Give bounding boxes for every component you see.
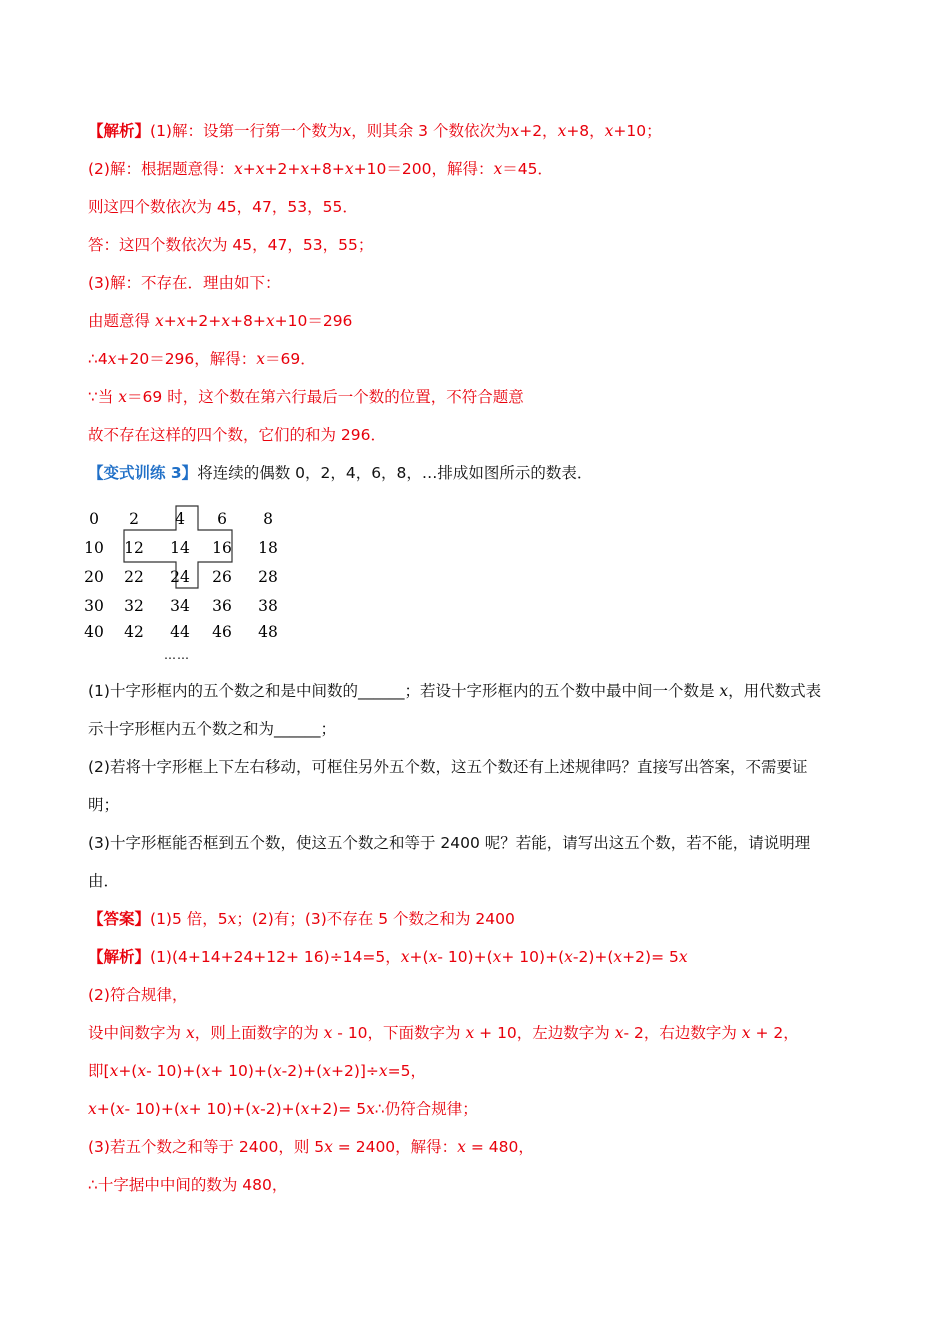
table-cell: 0	[89, 510, 99, 528]
table-cell: 22	[124, 568, 144, 586]
table-cell: 14	[170, 539, 190, 557]
text-segment: +2)= 5	[309, 1100, 367, 1118]
text-segment: -2)+(	[281, 1062, 323, 1080]
text-segment: x	[604, 122, 614, 140]
text-segment: x	[265, 312, 275, 330]
text-line-8	[88, 386, 524, 408]
table-cell: 16	[212, 539, 232, 557]
text-segment: x	[322, 1062, 331, 1080]
text-segment: x	[109, 1062, 119, 1080]
text-line-11	[88, 680, 821, 702]
text-segment: x	[201, 1062, 211, 1080]
text-segment: x	[233, 160, 243, 178]
text-line-12	[88, 718, 336, 740]
text-line-1	[88, 120, 662, 142]
text-line-2	[88, 158, 553, 180]
table-cell: 46	[212, 623, 232, 641]
table-cell: 32	[124, 597, 144, 615]
text-segment: 由题意得	[88, 312, 155, 330]
table-cell: 48	[258, 623, 278, 641]
text-segment: +(	[118, 1062, 138, 1080]
text-segment: 明；	[88, 796, 120, 814]
text-segment: x	[492, 948, 502, 966]
text-segment: x	[255, 160, 265, 178]
text-segment: ∴仍符合规律；	[374, 1100, 478, 1118]
text-line-6	[88, 310, 352, 332]
table-cell: 42	[124, 623, 144, 641]
text-segment: - 10，下面数字为	[332, 1024, 466, 1042]
table-cell: 6	[217, 510, 227, 528]
text-segment: x	[741, 1024, 751, 1042]
text-line-4	[88, 234, 373, 256]
table-cell: 38	[258, 597, 278, 615]
text-segment: +2)]÷	[330, 1062, 379, 1080]
table-cell: 24	[170, 568, 190, 586]
text-segment: +20＝296，解得：	[116, 350, 257, 368]
table-cell: 44	[170, 623, 190, 641]
text-segment: x	[678, 948, 688, 966]
text-segment: +(	[409, 948, 429, 966]
text-segment: x	[300, 160, 310, 178]
text-segment: x	[115, 1100, 125, 1118]
text-segment: + 10)+(	[188, 1100, 252, 1118]
text-segment: (2)若将十字形框上下左右移动，可框住另外五个数，这五个数还有上述规律吗？直接写出答案，不需要证	[88, 758, 808, 776]
text-segment: +8+	[309, 160, 345, 178]
text-segment: ，用代数式表	[728, 682, 822, 700]
text-line-9	[88, 424, 386, 446]
text-segment: (1)(4+14+24+12+ 16)÷14=5，	[150, 948, 401, 966]
text-segment: ＝45．	[502, 160, 553, 178]
table-cell: 34	[170, 597, 190, 615]
text-line-3	[88, 196, 358, 218]
text-line-14	[88, 794, 119, 816]
text-segment: x	[324, 1138, 333, 1156]
text-segment: +10＝296	[274, 312, 353, 330]
text-segment: + 2，	[750, 1024, 799, 1042]
text-segment: x	[428, 948, 438, 966]
table-cell: 4	[175, 510, 185, 528]
text-segment: x	[510, 122, 520, 140]
table-cell: 40	[84, 623, 104, 641]
text-segment: +10；	[613, 122, 662, 140]
text-segment: x	[256, 350, 266, 368]
text-line-7	[88, 348, 316, 370]
table-cell: 10	[84, 539, 104, 557]
text-segment: 【答案】	[88, 910, 151, 928]
text-segment: +(	[96, 1100, 116, 1118]
text-line-19	[88, 984, 187, 1006]
text-segment: x	[272, 1062, 282, 1080]
text-segment: x	[88, 1100, 97, 1118]
text-segment: x	[465, 1024, 475, 1042]
text-segment: (3)十字形框能否框到五个数，使这五个数之和等于 2400 呢？若能，请写出这五个数，若不能，请说明理	[88, 834, 811, 852]
text-segment: x	[493, 160, 503, 178]
table-ellipsis: ……	[164, 648, 190, 662]
text-line-15	[88, 832, 810, 854]
text-segment: +2+	[185, 312, 222, 330]
text-segment: ＝69 时，这个数在第六行最后一个数的位置，不符合题意	[127, 388, 524, 406]
text-segment: 设中间数字为	[88, 1024, 186, 1042]
text-segment: x	[179, 1100, 189, 1118]
text-segment: -2)+(	[572, 948, 614, 966]
text-segment: x	[366, 1100, 375, 1118]
text-segment: + 10)+(	[501, 948, 565, 966]
text-segment: - 10)+(	[124, 1100, 180, 1118]
table-cell: 2	[129, 510, 139, 528]
text-segment: x	[378, 1062, 388, 1080]
text-line-16	[88, 870, 119, 892]
text-segment: x	[118, 388, 128, 406]
text-segment: 则这四个数依次为 45，47，53，55．	[88, 198, 358, 216]
table-cell: 20	[84, 568, 104, 586]
text-segment: x	[227, 910, 237, 928]
text-segment: x	[221, 312, 231, 330]
text-segment: x	[557, 122, 567, 140]
text-segment: (3)若五个数之和等于 2400，则 5	[88, 1138, 325, 1156]
text-line-17	[88, 908, 515, 930]
text-segment: ；(2)有；(3)不存在 5 个数之和为 2400	[236, 910, 515, 928]
text-segment: x	[185, 1024, 195, 1042]
text-segment: x	[107, 350, 117, 368]
text-segment: (1)解：设第一行第一个数为	[150, 122, 343, 140]
text-segment: (2)符合规律，	[88, 986, 188, 1004]
text-segment: 将连续的偶数 0，2，4，6，8，…排成如图所示的数表．	[197, 464, 593, 482]
text-line-18	[88, 946, 688, 968]
text-segment: 【解析】	[88, 122, 151, 140]
text-segment: x	[344, 160, 354, 178]
text-segment: (2)解：根据题意得：	[88, 160, 234, 178]
text-line-24	[88, 1174, 287, 1196]
text-segment: 由．	[88, 872, 120, 890]
text-line-20	[88, 1022, 799, 1044]
text-segment: 故不存在这样的四个数，它们的和为 296．	[88, 426, 387, 444]
text-segment: ＝69．	[265, 350, 316, 368]
text-segment: +2+	[264, 160, 301, 178]
text-segment: x	[400, 948, 410, 966]
text-segment: - 2，右边数字为	[623, 1024, 742, 1042]
text-segment: +	[242, 160, 256, 178]
text-segment: -2)+(	[260, 1100, 301, 1118]
table-cell: 36	[212, 597, 232, 615]
text-segment: 【变式训练 3】	[88, 464, 198, 482]
text-segment: (1)5 倍，5	[150, 910, 228, 928]
text-segment: 即[	[88, 1062, 110, 1080]
table-cell: 28	[258, 568, 278, 586]
text-line-10	[88, 462, 592, 484]
text-segment: ，则上面数字的为	[194, 1024, 324, 1042]
text-segment: 示十字形框内五个数之和为______；	[88, 720, 337, 738]
text-segment: +10＝200，解得：	[353, 160, 494, 178]
text-segment: x	[564, 948, 573, 966]
text-segment: x	[176, 312, 186, 330]
text-segment: x	[614, 1024, 624, 1042]
text-segment: x	[719, 682, 729, 700]
text-segment: = 480，	[465, 1138, 534, 1156]
text-segment: +2，	[519, 122, 558, 140]
text-segment: +8+	[230, 312, 266, 330]
table-cell: 12	[124, 539, 144, 557]
text-segment: x	[613, 948, 623, 966]
text-segment: =5，	[387, 1062, 427, 1080]
text-line-13	[88, 756, 807, 778]
text-line-5	[88, 272, 280, 294]
text-segment: + 10，左边数字为	[474, 1024, 615, 1042]
text-line-21	[88, 1060, 426, 1082]
text-segment: x	[300, 1100, 310, 1118]
table-cell: 8	[263, 510, 273, 528]
table-cell: 26	[212, 568, 232, 586]
text-line-22	[88, 1098, 478, 1120]
text-segment: ∴4	[88, 350, 108, 368]
text-segment: - 10)+(	[437, 948, 493, 966]
text-segment: x	[342, 122, 352, 140]
text-segment: + 10)+(	[210, 1062, 273, 1080]
text-segment: = 2400，解得：	[332, 1138, 458, 1156]
text-segment: x	[154, 312, 164, 330]
text-segment: ，则其余 3 个数依次为	[351, 122, 511, 140]
text-segment: (1)十字形框内的五个数之和是中间数的______；若设十字形框内的五个数中最中间一个数是	[88, 682, 720, 700]
text-segment: +2)= 5	[622, 948, 679, 966]
text-segment: x	[457, 1138, 466, 1156]
text-segment: x	[323, 1024, 333, 1042]
table-cell: 30	[84, 597, 104, 615]
text-segment: - 10)+(	[146, 1062, 202, 1080]
text-segment: 【解析】	[88, 948, 151, 966]
text-segment: x	[137, 1062, 147, 1080]
text-segment: 答：这四个数依次为 45，47，53，55；	[88, 236, 374, 254]
text-segment: (3)解：不存在．理由如下：	[88, 274, 281, 292]
text-segment: x	[251, 1100, 261, 1118]
text-segment: +	[163, 312, 177, 330]
text-segment: ∴十字据中中间的数为 480，	[88, 1176, 288, 1194]
text-segment: +8，	[566, 122, 605, 140]
even-number-table	[80, 504, 290, 674]
table-cell: 18	[258, 539, 278, 557]
text-segment: ∵当	[88, 388, 119, 406]
text-line-23	[88, 1136, 534, 1158]
